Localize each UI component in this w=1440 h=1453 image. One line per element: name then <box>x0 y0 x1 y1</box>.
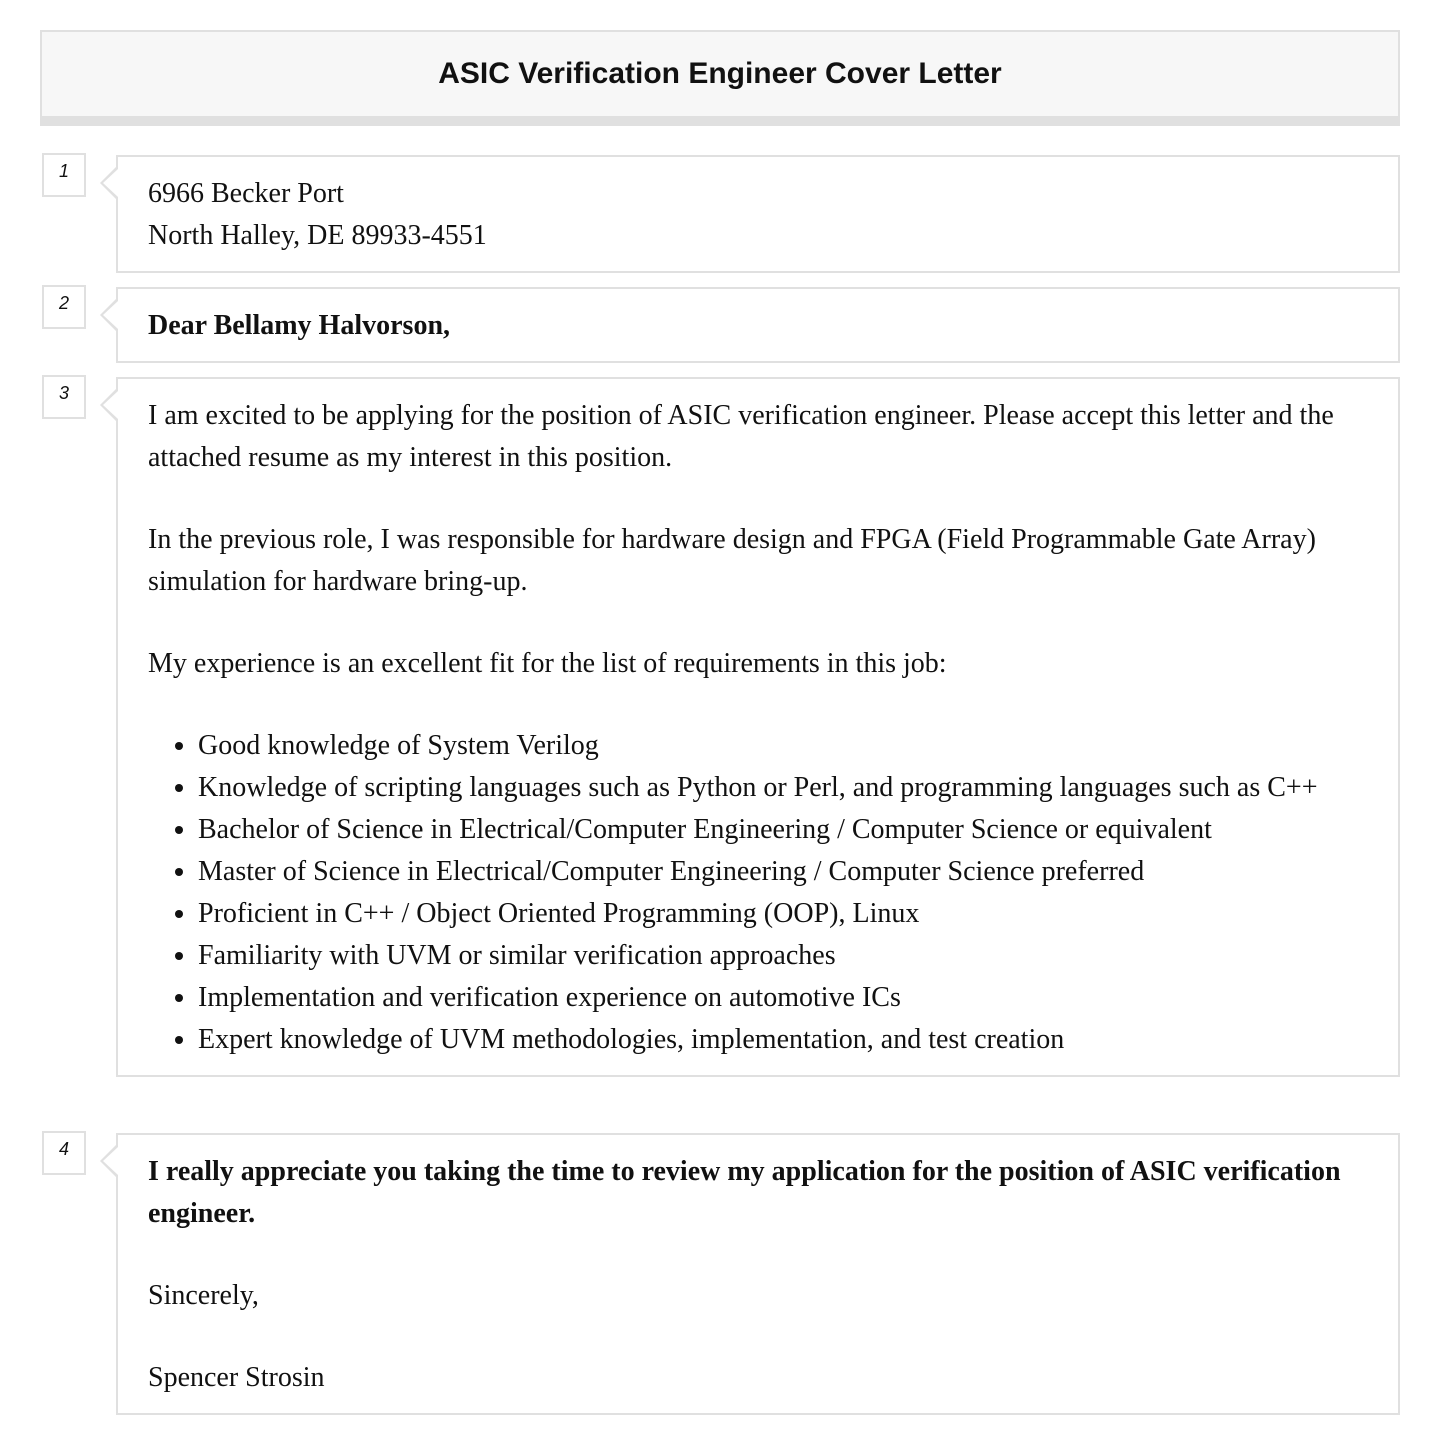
page-title: ASIC Verification Engineer Cover Letter <box>438 57 1002 90</box>
signoff: Sincerely, <box>148 1280 259 1311</box>
paragraph: In the previous role, I was responsible for hardware design and FPGA (Field Programmable Gate Array) simulation for hardware bring-up. <box>148 524 1316 597</box>
address-line: 6966 Becker Port <box>148 178 344 209</box>
section-number: 3 <box>42 375 86 419</box>
page-header <box>40 30 1400 126</box>
list-item: • Knowledge of scripting languages such as Python or Perl, and programming languages such as C++ <box>198 767 1368 809</box>
body-box <box>116 377 1400 1077</box>
address-box <box>116 155 1400 273</box>
section-number: 1 <box>42 153 86 197</box>
list-item: • Proficient in C++ / Object Oriented Programming (OOP), Linux <box>198 893 1368 935</box>
list-item: • Expert knowledge of UVM methodologies, implementation, and test creation <box>198 1019 1368 1061</box>
list-item: • Bachelor of Science in Electrical/Computer Engineering / Computer Science or equivalent <box>198 809 1368 851</box>
list-item: • Good knowledge of System Verilog <box>198 725 1368 767</box>
paragraph: My experience is an excellent fit for the list of requirements in this job: <box>148 648 947 679</box>
list-item: • Familiarity with UVM or similar verification approaches <box>198 935 1368 977</box>
signature-name: Spencer Strosin <box>148 1362 325 1393</box>
requirements-list <box>148 725 1368 1061</box>
greeting-box <box>116 287 1400 363</box>
greeting: Dear Bellamy Halvorson, <box>148 310 451 341</box>
section-number: 4 <box>42 1131 86 1175</box>
list-item: • Master of Science in Electrical/Computer Engineering / Computer Science preferred <box>198 851 1368 893</box>
closing-paragraph: I really appreciate you taking the time to review my application for the position of ASIC verification engineer. <box>148 1156 1341 1229</box>
paragraph: I am excited to be applying for the position of ASIC verification engineer. Please accept this letter and the attached resume as my interest in this position. <box>148 400 1334 473</box>
section-number: 2 <box>42 285 86 329</box>
closing-box <box>116 1133 1400 1415</box>
list-item: • Implementation and verification experience on automotive ICs <box>198 977 1368 1019</box>
address-line: North Halley, DE 89933-4551 <box>148 220 487 251</box>
